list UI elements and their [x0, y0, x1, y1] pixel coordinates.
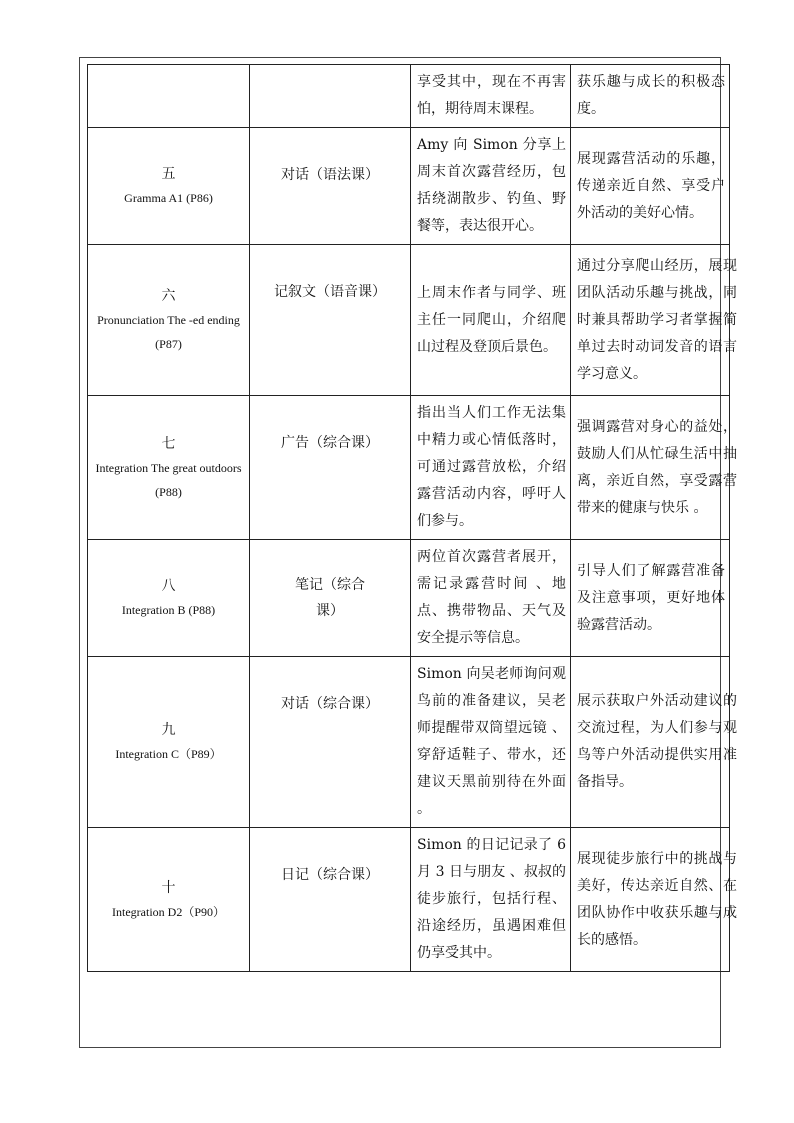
content-cell [411, 396, 571, 540]
content-text: 指出当人们工作无法集中精力或心情低落时，可通过露营放松，介绍露营活动内容，呼吁人们参与。 [417, 405, 566, 529]
content-text: 享受其中，现在不再害怕，期待周末课程。 [417, 74, 566, 117]
goal-cell [571, 828, 737, 972]
content-text: Simon 向吴老师询问观鸟前的准备建议，吴老师提醒带双筒望远镜 、穿舒适鞋子、带水，还建议天黑前别待在外面 。 [417, 666, 566, 817]
content-text: 两位首次露营者展开，需记录露营时间 、地点、携带物品、天气及安全提示等信息。 [417, 549, 566, 646]
text-type-cell [250, 540, 411, 657]
content-cell [411, 65, 571, 128]
text-type-cell [250, 65, 411, 128]
goal-cell [571, 65, 730, 128]
lesson-number: 六 [161, 288, 176, 304]
curriculum-table [87, 64, 737, 972]
goal-text: 强调露营对身心的益处，鼓励人们从忙碌生活中抽离，亲近自然，享受露营带来的健康与快乐 。 [577, 418, 737, 516]
lesson-cell [88, 245, 250, 396]
text-type: 对话（语法课） [281, 167, 379, 183]
goal-text: 通过分享爬山经历，展现团队活动乐趣与挑战，同时兼具帮助学习者掌握简单过去时动词发音的语言学习意义。 [577, 257, 737, 382]
goal-text: 展现露营活动的乐趣，传递亲近自然、享受户外活动的美好心情。 [577, 151, 725, 221]
text-type-cell [250, 396, 411, 540]
lesson-title: Integration C（P89） [115, 747, 222, 761]
content-cell [411, 828, 571, 972]
table-row [88, 828, 730, 972]
table-row [88, 245, 730, 396]
table-row [88, 657, 730, 828]
lesson-cell [88, 828, 250, 972]
text-type-cell [250, 245, 411, 396]
text-type: 日记（综合课） [281, 867, 379, 883]
lesson-title: Integration The great outdoors (P88) [95, 460, 242, 499]
goal-text: 引导人们了解露营准备及注意事项，更好地体验露营活动。 [577, 562, 725, 633]
goal-text: 获乐趣与成长的积极态度。 [577, 74, 725, 117]
lesson-cell [88, 128, 250, 245]
goal-text: 展示获取户外活动建议的交流过程，为人们参与观鸟等户外活动提供实用准备指导。 [577, 693, 737, 790]
content-cell [411, 657, 571, 828]
goal-cell [571, 128, 730, 245]
lesson-number: 五 [161, 166, 176, 182]
goal-text: 展现徒步旅行中的挑战与美好，传达亲近自然、在团队协作中收获乐趣与成长的感悟。 [577, 850, 737, 948]
lesson-title: Gramma A1 (P86) [124, 191, 213, 205]
text-type: 记叙文（语音课） [274, 284, 386, 300]
goal-cell [571, 396, 737, 540]
table-row [88, 540, 730, 657]
lesson-number: 七 [161, 435, 176, 452]
text-type: 广告（综合课） [281, 435, 379, 451]
lesson-cell [88, 396, 250, 540]
content-cell [411, 540, 571, 657]
text-type-cell [250, 657, 411, 828]
lesson-cell [88, 65, 250, 128]
content-text: Simon 的日记记录了 6 月 3 日与朋友 、叔叔的徒步旅行，包括行程、沿途经历，虽遇困难但仍享受其中。 [417, 837, 566, 961]
lesson-title: Integration B (P88) [121, 603, 216, 617]
content-cell [411, 245, 571, 396]
text-type: 笔记（综合课） [295, 577, 365, 619]
lesson-number: 九 [161, 722, 176, 738]
goal-cell [571, 657, 737, 828]
goal-cell [571, 540, 730, 657]
lesson-title: Integration D2（P90） [112, 904, 225, 919]
lesson-cell [88, 657, 250, 828]
text-type-cell [250, 128, 411, 245]
lesson-title: Pronunciation The -ed ending (P87) [97, 313, 240, 351]
table-row [88, 65, 730, 128]
text-type-cell [250, 828, 411, 972]
table-row [88, 396, 730, 540]
content-text: Amy 向 Simon 分享上周末首次露营经历，包括绕湖散步、钓鱼、野餐等，表达很开心。 [417, 137, 566, 234]
text-type: 对话（综合课） [281, 696, 379, 712]
table-row [88, 128, 730, 245]
content-text: 上周末作者与同学、班主任一同爬山，介绍爬山过程及登顶后景色。 [417, 284, 566, 355]
lesson-cell [88, 540, 250, 657]
lesson-number: 十 [161, 879, 176, 896]
goal-cell [571, 245, 737, 396]
content-cell [411, 128, 571, 245]
lesson-number: 八 [161, 578, 176, 594]
